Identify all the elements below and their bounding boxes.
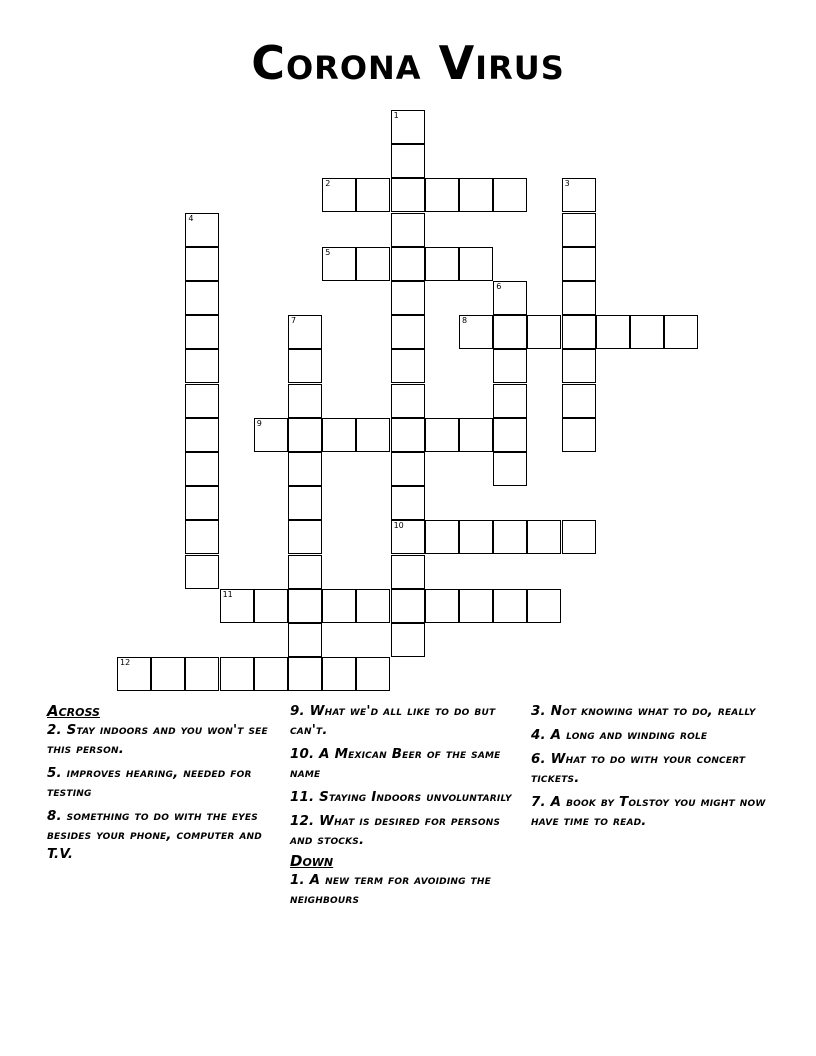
clue-across-9: 9. What we'd all like to do but can't. — [290, 704, 496, 738]
grid-cell[interactable] — [356, 178, 390, 212]
grid-cell[interactable] — [493, 418, 527, 452]
grid-cell[interactable] — [391, 247, 425, 281]
clue-across-2: 2. Stay indoors and you won't see this person. — [47, 723, 268, 757]
grid-cell[interactable] — [185, 281, 219, 315]
grid-cell[interactable] — [391, 486, 425, 520]
clue-number: 1 — [393, 111, 399, 120]
grid-cell[interactable] — [288, 452, 322, 486]
grid-cell[interactable] — [185, 384, 219, 418]
grid-cell[interactable] — [391, 213, 425, 247]
clues-column-2 — [290, 702, 525, 914]
clues-column-3 — [531, 702, 776, 836]
grid-cell[interactable] — [562, 281, 596, 315]
grid-cell[interactable] — [425, 520, 459, 554]
grid-cell[interactable] — [185, 315, 219, 349]
grid-cell[interactable] — [356, 589, 390, 623]
grid-cell[interactable] — [391, 349, 425, 383]
clue-number: 7 — [291, 316, 297, 326]
grid-cell[interactable] — [493, 178, 527, 212]
clue-across-10: 10. A Mexican Beer of the same name — [290, 747, 501, 781]
grid-cell[interactable] — [425, 178, 459, 212]
grid-cell[interactable] — [288, 315, 322, 349]
grid-cell[interactable] — [562, 178, 596, 212]
grid-cell[interactable] — [391, 418, 425, 452]
puzzle-title: Corona Virus — [251, 36, 565, 90]
grid-cell[interactable] — [527, 315, 561, 349]
grid-cell[interactable] — [425, 247, 459, 281]
clue-number: 9 — [256, 418, 262, 428]
grid-cell[interactable] — [493, 520, 527, 554]
grid-cell[interactable] — [493, 315, 527, 349]
grid-cell[interactable] — [391, 452, 425, 486]
grid-cell[interactable] — [288, 623, 322, 657]
grid-cell[interactable] — [493, 589, 527, 623]
grid-cell[interactable] — [220, 589, 254, 623]
grid-cell[interactable] — [493, 384, 527, 418]
clues-column-1 — [47, 702, 282, 869]
grid-cell[interactable] — [185, 657, 219, 691]
grid-cell[interactable] — [254, 657, 288, 691]
grid-cell[interactable] — [425, 418, 459, 452]
grid-cell[interactable] — [185, 349, 219, 383]
grid-cell[interactable] — [288, 520, 322, 554]
grid-cell[interactable] — [562, 384, 596, 418]
grid-cell[interactable] — [562, 520, 596, 554]
grid-cell[interactable] — [185, 486, 219, 520]
grid-cell[interactable] — [185, 418, 219, 452]
grid-cell[interactable] — [391, 178, 425, 212]
grid-cell[interactable] — [391, 144, 425, 178]
grid-cell[interactable] — [391, 520, 425, 554]
grid-cell[interactable] — [356, 657, 390, 691]
grid-cell[interactable] — [185, 520, 219, 554]
grid-cell[interactable] — [391, 555, 425, 589]
grid-cell[interactable] — [288, 384, 322, 418]
clue-number: 11 — [222, 589, 233, 599]
grid-cell[interactable] — [493, 349, 527, 383]
grid-cell[interactable] — [391, 281, 425, 315]
clue-across-12: 12. What is desired for persons and stocks. — [290, 814, 501, 848]
grid-cell[interactable] — [391, 384, 425, 418]
clue-across-5: 5. improves hearing, needed for testing — [47, 766, 252, 800]
grid-cell[interactable] — [527, 589, 561, 623]
grid-cell[interactable] — [391, 315, 425, 349]
grid-cell[interactable] — [117, 657, 151, 691]
grid-cell[interactable] — [562, 247, 596, 281]
grid-cell[interactable] — [151, 657, 185, 691]
grid-cell[interactable] — [254, 589, 288, 623]
grid-cell[interactable] — [220, 657, 254, 691]
grid-cell[interactable] — [185, 247, 219, 281]
grid-cell[interactable] — [391, 623, 425, 657]
grid-cell[interactable] — [322, 178, 356, 212]
grid-cell[interactable] — [288, 657, 322, 691]
grid-cell[interactable] — [459, 247, 493, 281]
grid-cell[interactable] — [459, 520, 493, 554]
grid-cell[interactable] — [425, 589, 459, 623]
grid-cell[interactable] — [288, 589, 322, 623]
clue-across-11: 11. Staying Indoors unvoluntarily — [290, 790, 512, 805]
grid-cell[interactable] — [288, 555, 322, 589]
grid-cell[interactable] — [493, 452, 527, 486]
clue-number: 3 — [564, 179, 570, 189]
grid-cell[interactable] — [459, 589, 493, 623]
clue-down-1: 1. A new term for avoiding the neighbours — [290, 873, 491, 907]
clue-number: 2 — [325, 179, 331, 189]
grid-cell[interactable] — [254, 418, 288, 452]
clue-down-7: 7. A book by Tolstoy you might now have time to read. — [531, 795, 766, 829]
grid-cell[interactable] — [562, 213, 596, 247]
grid-cell[interactable] — [459, 315, 493, 349]
clue-across-8: 8. something to do with the eyes besides your phone, computer and T.V. — [47, 809, 262, 862]
clue-number: 10 — [393, 521, 404, 531]
clue-number: 6 — [496, 282, 502, 291]
grid-cell[interactable] — [493, 281, 527, 315]
grid-cell[interactable] — [527, 520, 561, 554]
grid-cell[interactable] — [322, 247, 356, 281]
grid-cell[interactable] — [459, 418, 493, 452]
grid-cell[interactable] — [185, 555, 219, 589]
grid-cell[interactable] — [288, 349, 322, 383]
grid-cell[interactable] — [664, 315, 698, 349]
grid-cell[interactable] — [391, 110, 425, 144]
clue-number: 4 — [188, 213, 194, 223]
grid-cell[interactable] — [356, 247, 390, 281]
grid-cell[interactable] — [322, 418, 356, 452]
grid-cell[interactable] — [322, 657, 356, 691]
grid-cell[interactable] — [562, 418, 596, 452]
clue-down-6: 6. What to do with your concert tickets. — [531, 752, 746, 786]
grid-cell[interactable] — [562, 315, 596, 349]
grid-cell[interactable] — [322, 589, 356, 623]
grid-cell[interactable] — [596, 315, 630, 349]
grid-cell[interactable] — [185, 452, 219, 486]
clue-number: 5 — [325, 247, 331, 257]
grid-cell[interactable] — [288, 418, 322, 452]
grid-cell[interactable] — [356, 418, 390, 452]
clue-number: 12 — [120, 658, 131, 668]
clue-down-3: 3. Not knowing what to do, really — [531, 704, 756, 719]
down-heading: Down — [290, 852, 334, 870]
grid-cell[interactable] — [391, 589, 425, 623]
grid-cell[interactable] — [288, 486, 322, 520]
across-heading: Across — [47, 702, 100, 720]
clue-number: 8 — [462, 316, 468, 326]
grid-cell[interactable] — [630, 315, 664, 349]
grid-cell[interactable] — [562, 349, 596, 383]
clue-down-4: 4. A long and winding role — [531, 728, 708, 743]
grid-cell[interactable] — [459, 178, 493, 212]
grid-cell[interactable] — [185, 213, 219, 247]
